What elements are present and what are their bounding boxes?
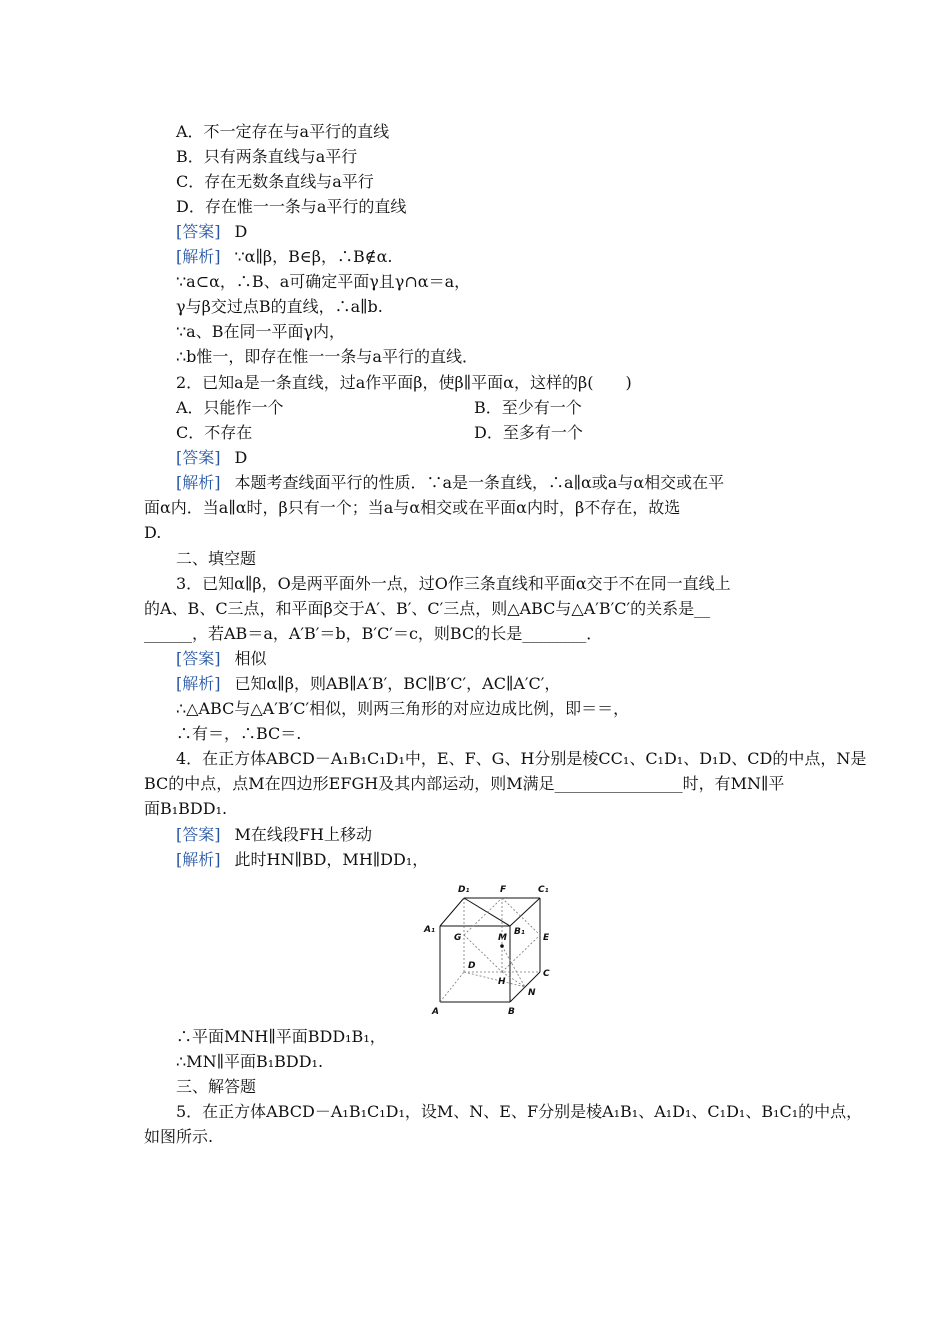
point-m: [500, 944, 504, 948]
analysis-tag: [解析]: [176, 850, 221, 869]
line-gf: [464, 898, 502, 935]
line-db: [464, 972, 525, 987]
answer-row-q2: [176, 447, 247, 469]
option-d-q2: D．至多有一个: [474, 423, 583, 442]
analysis-line: ∴有＝，∴BC＝.: [176, 724, 302, 743]
label-h: H: [498, 977, 506, 987]
question-4-line: BC的中点，点M在四边形EFGH及其内部运动，则M满足________________时，有MN∥平: [144, 774, 785, 793]
analysis-line: ∴△ABC与△A′B′C′相似，则两三角形的对应边成比例，即＝＝，: [176, 699, 630, 718]
option-d-q1: D．存在惟一一条与a平行的直线: [176, 197, 407, 216]
label-n: N: [528, 988, 536, 998]
answer-text: D: [234, 222, 248, 241]
label-d: D: [468, 961, 476, 971]
section-heading-fill: 二、填空题: [176, 549, 257, 568]
option-b-q1: B．只有两条直线与a平行: [176, 147, 358, 166]
analysis-text: 此时HN∥BD，MH∥DD₁，: [234, 850, 429, 869]
label-a1: A₁: [424, 925, 435, 935]
option-a-q1: A．不一定存在与a平行的直线: [176, 122, 390, 141]
question-3-line: ______，若AB＝a，A′B′＝b，B′C′＝c，则BC的长是________．: [144, 624, 603, 643]
label-f: F: [500, 885, 507, 895]
line-he: [502, 935, 540, 972]
option-c-q2: C．不存在: [176, 423, 253, 442]
analysis-tag: [解析]: [176, 473, 221, 492]
edge-b1c1: [510, 898, 540, 926]
label-d1: D₁: [458, 885, 470, 895]
answer-row-q1: [176, 221, 247, 243]
question-2: 2．已知a是一条直线，过a作平面β，使β∥平面α，这样的β( ): [176, 373, 632, 392]
analysis-row-q2: [176, 472, 724, 494]
label-c1: C₁: [538, 885, 549, 895]
analysis-line: ∴平面MNH∥平面BDD₁B₁，: [176, 1027, 386, 1046]
option-a-q2: A．只能作一个: [176, 398, 284, 417]
analysis-text: 已知α∥β，则AB∥A′B′，BC∥B′C′，AC∥A′C′，: [234, 674, 561, 693]
analysis-row-q4: [176, 849, 428, 871]
question-4-line: 面B₁BDD₁.: [144, 799, 228, 818]
line-d1b1: [464, 898, 510, 926]
question-3-line: 的A、B、C三点，和平面β交于A′、B′、C′三点，则△ABC与△A′B′C′的关系是__: [144, 599, 711, 618]
label-e: E: [543, 933, 550, 943]
label-b1: B₁: [514, 927, 525, 937]
cube-figure: [418, 880, 568, 1020]
answer-text: M在线段FH上移动: [234, 825, 372, 844]
analysis-tag: [解析]: [176, 674, 221, 693]
label-a: A: [432, 1007, 439, 1017]
question-5: 5．在正方体ABCD－A₁B₁C₁D₁，设M、N、E、F分别是棱A₁B₁、A₁D₁、C₁D₁、B₁C₁的中点，: [176, 1102, 863, 1121]
answer-tag: [答案]: [176, 825, 221, 844]
option-c-q1: C．存在无数条直线与a平行: [176, 172, 374, 191]
answer-text: D: [234, 448, 248, 467]
answer-row-q4: [176, 824, 372, 846]
analysis-line: ∴MN∥平面B₁BDD₁.: [176, 1052, 324, 1071]
option-b-q2: B．至少有一个: [474, 398, 582, 417]
answer-tag: [答案]: [176, 448, 221, 467]
question-3: 3．已知α∥β，O是两平面外一点，过O作三条直线和平面α交于不在同一直线上: [176, 574, 731, 593]
label-c: C: [543, 969, 550, 979]
answer-row-q3: [176, 648, 267, 670]
analysis-tag: [解析]: [176, 247, 221, 266]
section-heading-solve: 三、解答题: [176, 1077, 257, 1096]
label-m: M: [498, 933, 507, 943]
analysis-text: 本题考查线面平行的性质．∵a是一条直线，∴a∥α或a与α相交或在平: [234, 473, 725, 492]
analysis-row-q3: [176, 673, 560, 695]
analysis-line: 面α内．当a∥α时，β只有一个；当a与α相交或在平面α内时，β不存在，故选: [144, 498, 681, 517]
analysis-line: ∵a、B在同一平面γ内，: [176, 322, 346, 341]
analysis-line: ∴b惟一，即存在惟一一条与a平行的直线．: [176, 347, 478, 366]
analysis-line: ∵a⊂α，∴B、a可确定平面γ且γ∩α＝a，: [176, 272, 471, 291]
edge-a1d1: [440, 898, 464, 926]
analysis-line: D.: [144, 523, 162, 542]
label-b: B: [508, 1007, 515, 1017]
label-g: G: [454, 933, 462, 943]
answer-tag: [答案]: [176, 649, 221, 668]
question-5-line: 如图所示.: [144, 1127, 214, 1146]
edge-ad: [440, 972, 464, 1002]
analysis-text: ∵α∥β，B∈β，∴B∉α.: [234, 247, 393, 266]
answer-tag: [答案]: [176, 222, 221, 241]
answer-text: 相似: [234, 649, 267, 668]
analysis-line: γ与β交过点B的直线，∴a∥b.: [176, 297, 383, 316]
analysis-row-q1: [176, 246, 392, 268]
question-4: 4．在正方体ABCD－A₁B₁C₁D₁中，E、F、G、H分别是棱CC₁、C₁D₁、D₁D、CD的中点，N是: [176, 749, 867, 768]
